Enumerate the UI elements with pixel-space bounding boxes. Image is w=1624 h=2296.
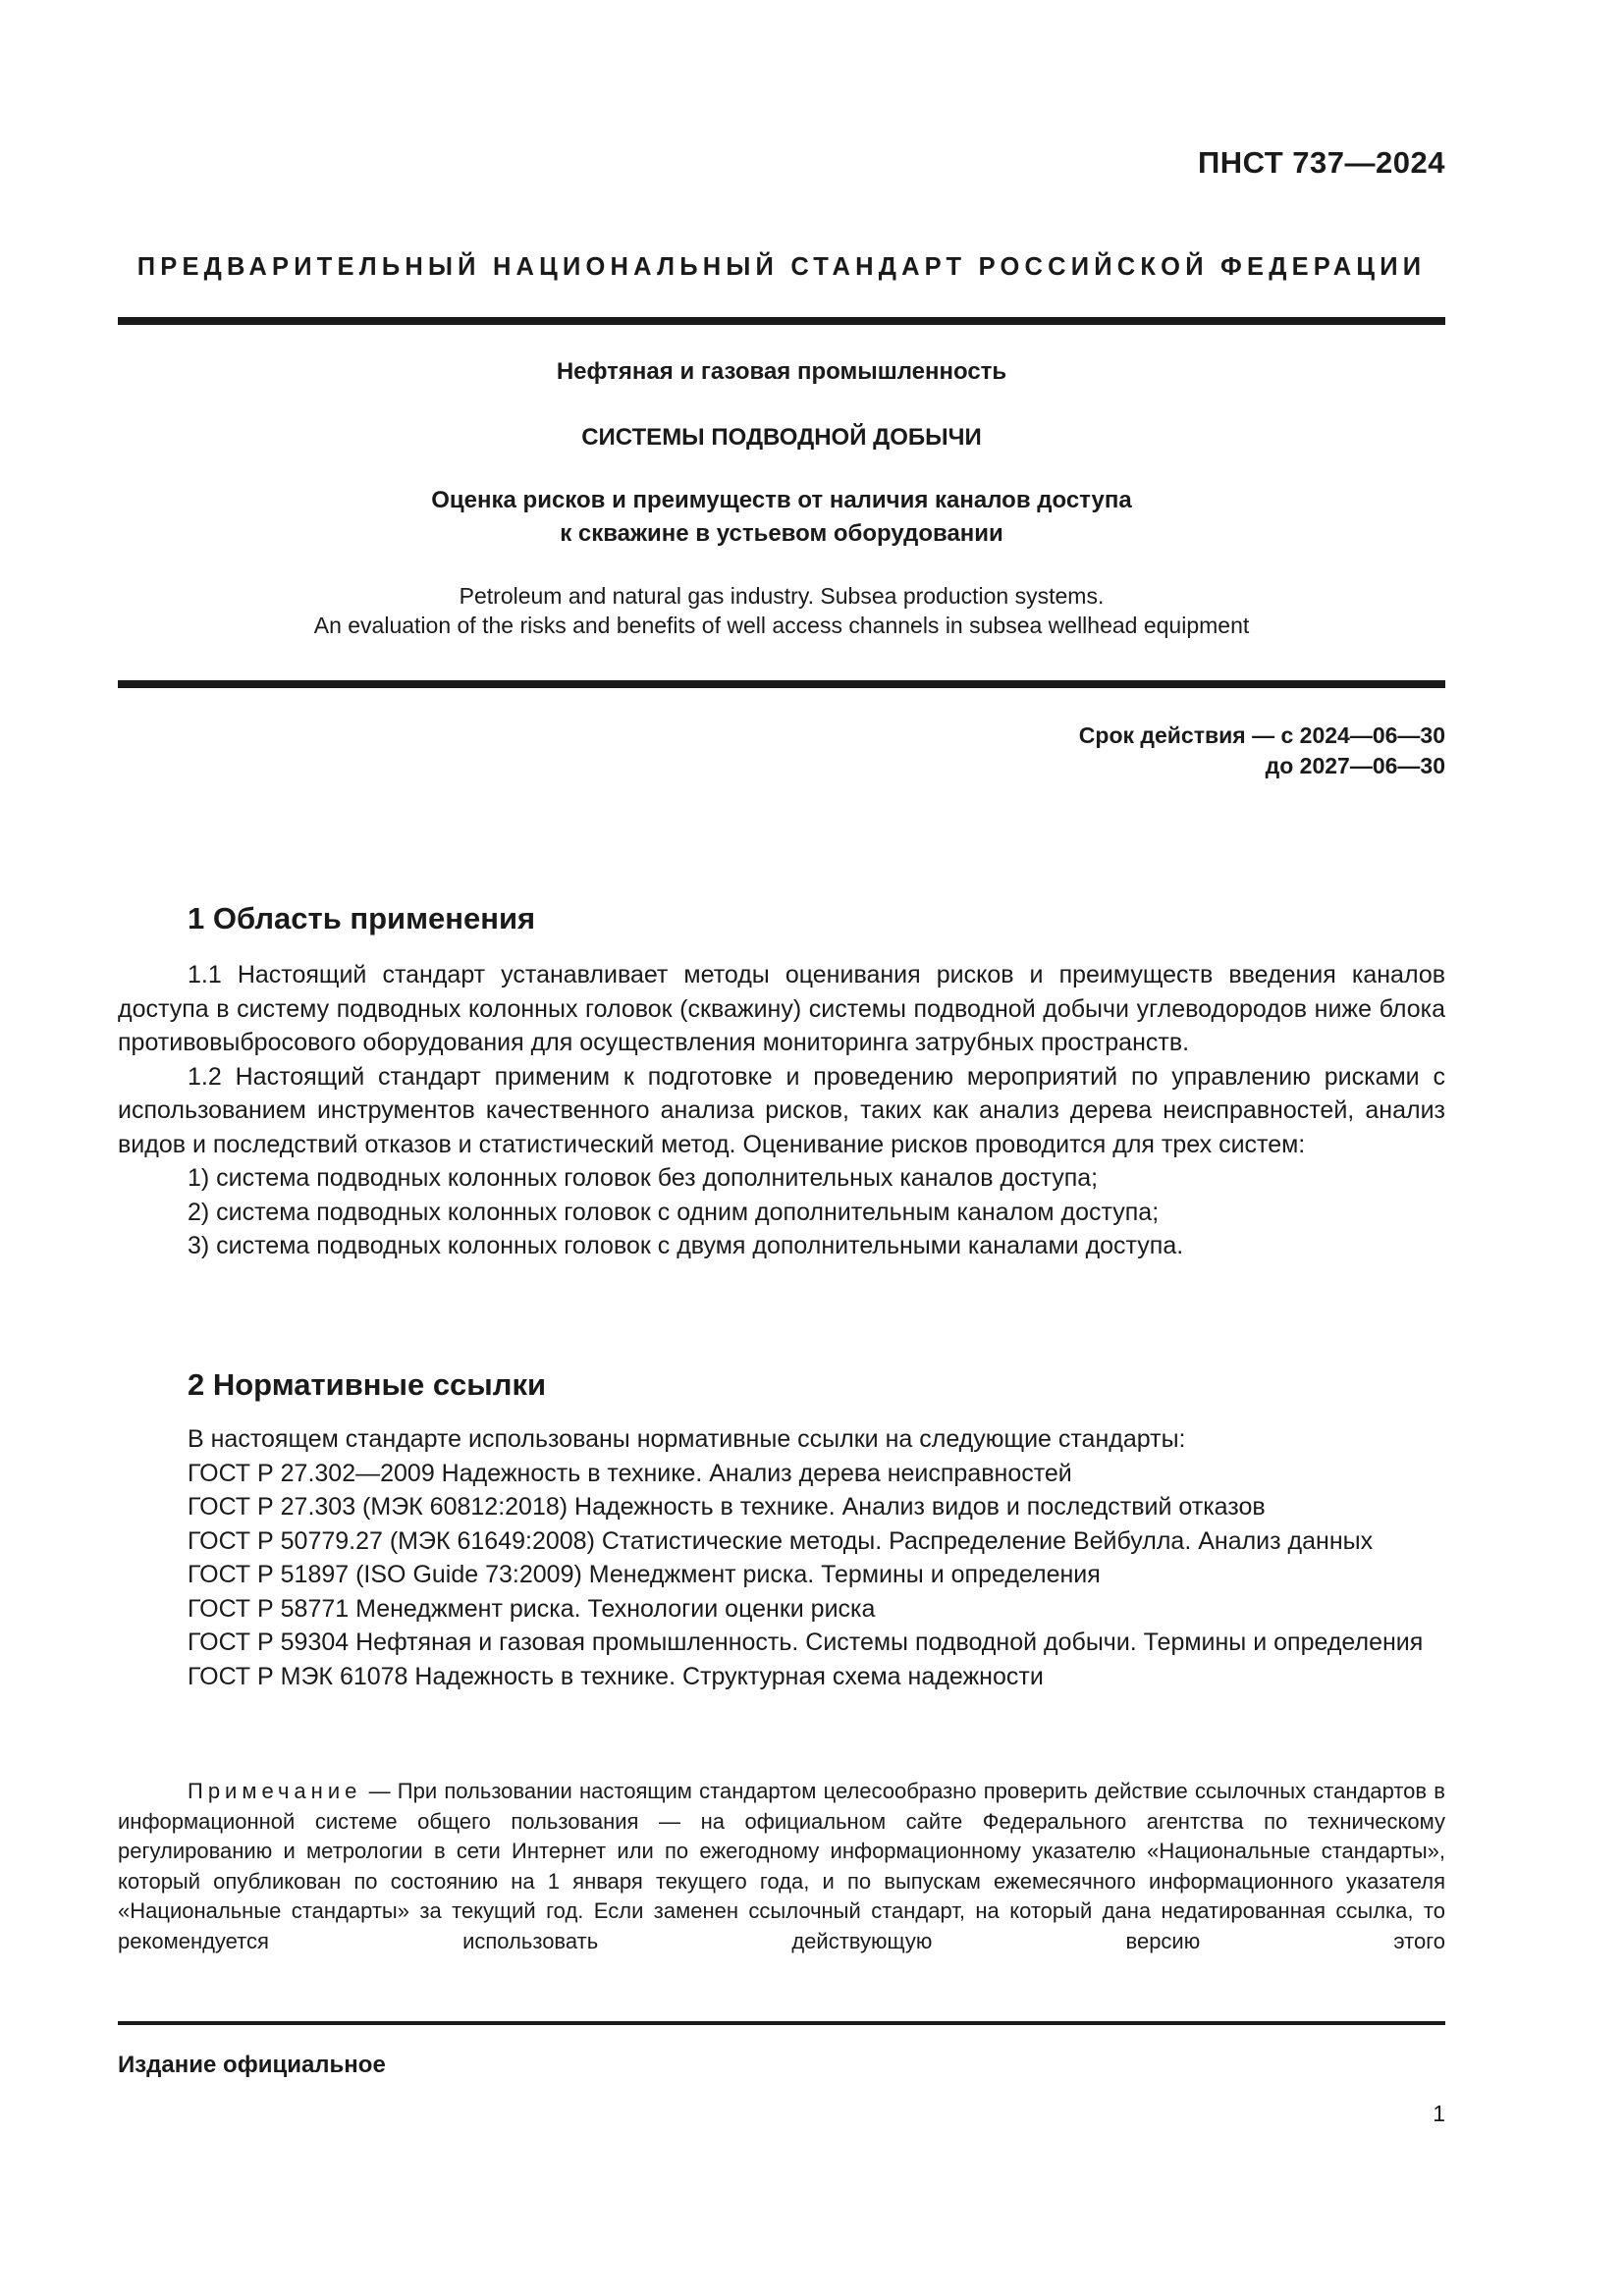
- system-title: СИСТЕМЫ ПОДВОДНОЙ ДОБЫЧИ: [581, 424, 982, 451]
- note-text: — При пользовании настоящим стандартом целесообразно проверить действие ссылочных стандартов в информационной системе общего пользования — на официальном сайте Федерального агентства по техническому регулированию и метрологии в сети Интернет или по ежегодному информационному указателю «Национальные стандарты», который опубликован по состоянию на 1 января текущего года, и по выпускам ежемесячного информационного указателя «Национальные стандарты» за текущий год. Если заменен ссылочный стандарт, на который дана недатированная ссылка, то рекомендуется использовать действующую версию этого: [118, 1779, 1445, 1953]
- validity-from: Срок действия — с 2024—06—30: [1078, 722, 1445, 748]
- list-item: 1) система подводных колонных головок без дополнительных каналов доступа;: [188, 1164, 1099, 1192]
- standard-number: ПНСТ 737—2024: [1197, 145, 1445, 180]
- subject-title-line-2: к скважине в устьевом оборудовании: [560, 520, 1003, 547]
- english-title-line-2: An evaluation of the risks and benefits of well access channels in subsea wellhead equipment: [313, 613, 1250, 638]
- note-label: Примечание: [188, 1779, 362, 1803]
- reference-item: ГОСТ Р МЭК 61078 Надежность в технике. Структурная схема надежности: [188, 1662, 1044, 1690]
- paragraph-1-1: 1.1 Настоящий стандарт устанавливает методы оценивания рисков и преимуществ введения каналов доступа в систему подводных колонных головок (скважину) системы подводной добычи углеводородов ниже блока противовыбросового оборудования для осуществления мониторинга затрубных пространств.: [118, 961, 1445, 1056]
- reference-item: ГОСТ Р 50779.27 (МЭК 61649:2008) Статистические методы. Распределение Вейбулла. Анализ данных: [188, 1526, 1374, 1555]
- paragraph-1-2: 1.2 Настоящий стандарт применим к подготовке и проведению мероприятий по управлению рисками с использованием инструментов качественного анализа рисков, таких как анализ дерева неисправностей, анализ видов и последствий отказов и статистический метод. Оценивание рисков проводится для трех систем:: [118, 1062, 1445, 1158]
- reference-item: ГОСТ Р 27.302—2009 Надежность в технике. Анализ дерева неисправностей: [188, 1459, 1072, 1487]
- reference-item: ГОСТ Р 59304 Нефтяная и газовая промышленность. Системы подводной добычи. Термины и определения: [188, 1629, 1424, 1656]
- list-item: 3) система подводных колонных головок с двумя дополнительными каналами доступа.: [188, 1232, 1184, 1259]
- reference-item: ГОСТ Р 58771 Менеджмент риска. Технологии оценки риска: [188, 1594, 876, 1623]
- subject-title-line-1: Оценка рисков и преимуществ от наличия каналов доступа: [431, 487, 1132, 513]
- section-1-body: [118, 958, 1445, 1263]
- section-2-body: [118, 1422, 1445, 1693]
- references-note: [118, 1777, 1445, 1956]
- english-title-line-1: Petroleum and natural gas industry. Subsea production systems.: [459, 583, 1105, 609]
- references-intro: В настоящем стандарте использованы нормативные ссылки на следующие стандарты:: [188, 1425, 1186, 1453]
- section-2-heading: 2 Нормативные ссылки: [188, 1367, 547, 1402]
- section-1-heading: 1 Область применения: [188, 901, 536, 935]
- title-divider: [118, 680, 1445, 688]
- validity-to: до 2027—06—30: [1265, 753, 1445, 778]
- reference-item: ГОСТ Р 51897 (ISO Guide 73:2009) Менеджмент риска. Термины и определения: [188, 1561, 1101, 1588]
- edition-label: Издание официальное: [118, 2052, 386, 2078]
- standard-banner: ПРЕДВАРИТЕЛЬНЫЙ НАЦИОНАЛЬНЫЙ СТАНДАРТ РОССИЙСКОЙ ФЕДЕРАЦИИ: [136, 253, 1427, 281]
- reference-item: ГОСТ Р 27.303 (МЭК 60812:2018) Надежность в технике. Анализ видов и последствий отказов: [188, 1493, 1266, 1521]
- industry-title: Нефтяная и газовая промышленность: [556, 358, 1007, 385]
- list-item: 2) система подводных колонных головок с одним дополнительным каналом доступа;: [188, 1198, 1160, 1226]
- header-divider: [118, 317, 1445, 325]
- page-number: 1: [1433, 2101, 1445, 2126]
- footer-divider: [118, 2021, 1445, 2025]
